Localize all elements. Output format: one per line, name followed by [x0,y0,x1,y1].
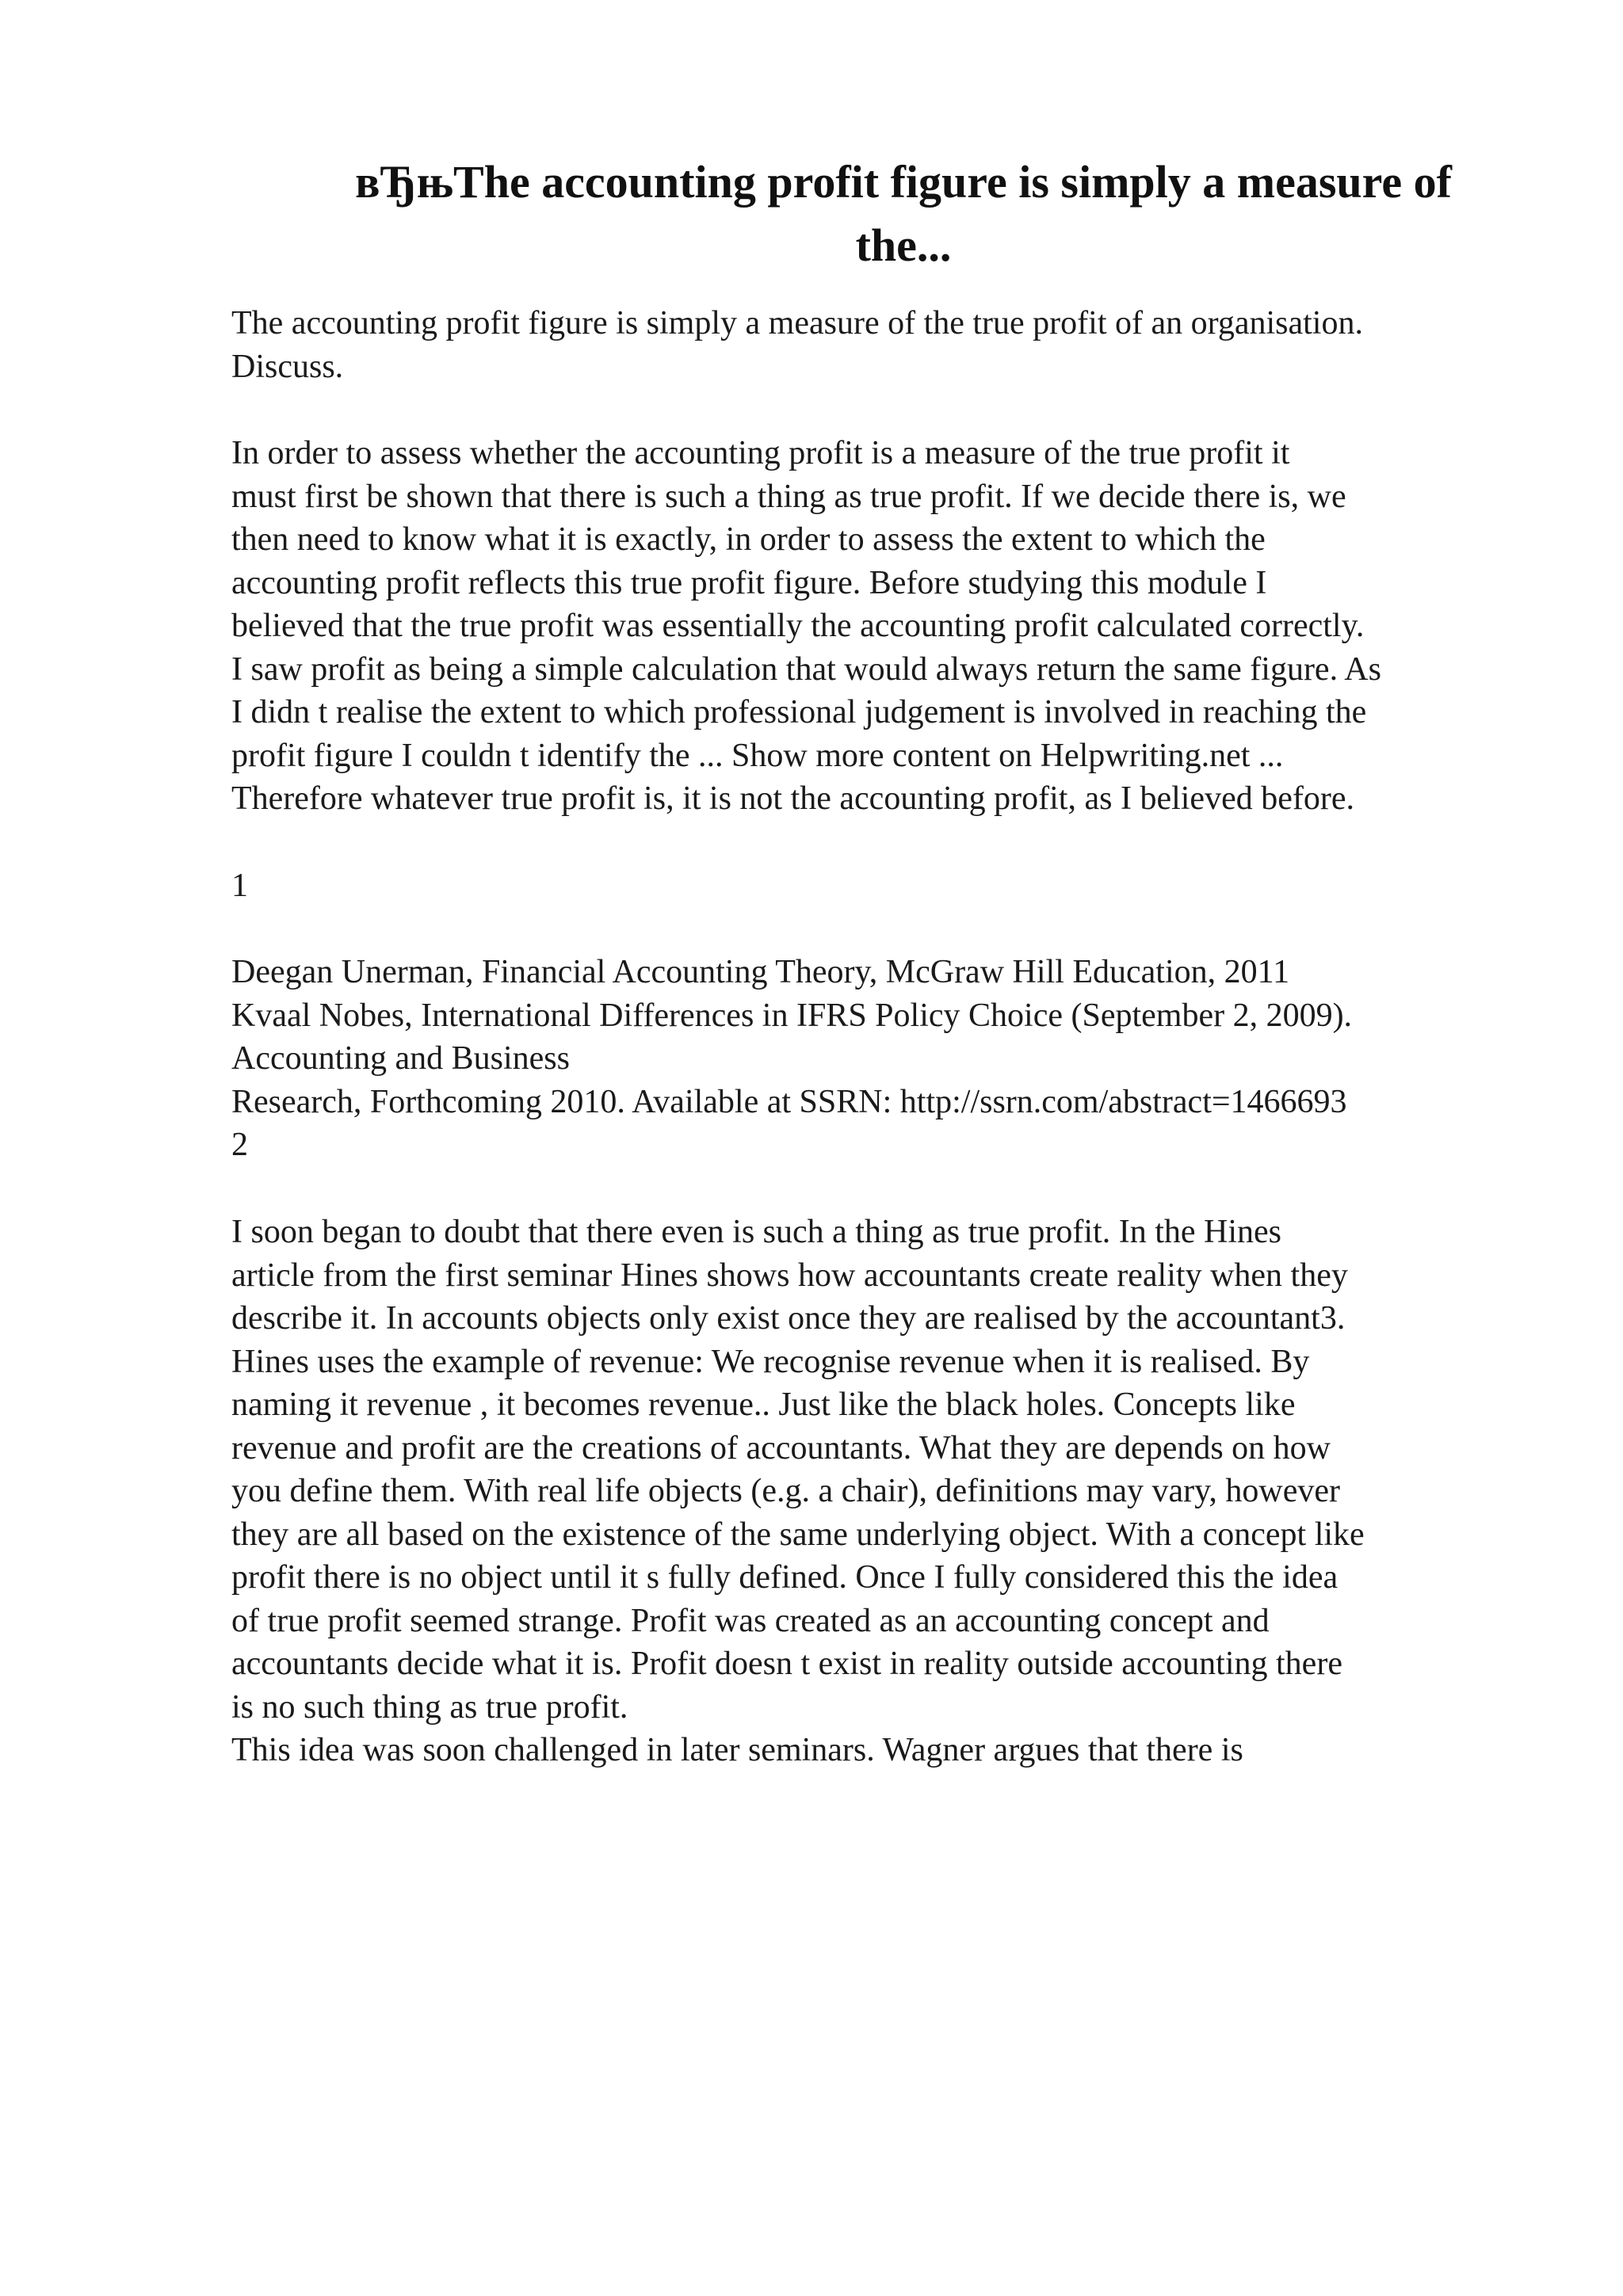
reference-line: Research, Forthcoming 2010. Available at SSRN: http://ssrn.com/abstract=1466693 [231,1083,1347,1120]
title-line: вЂњThe accounting profit figure is simply a measure of [355,156,1452,208]
text-line: article from the first seminar Hines shows how accountants create reality when they [231,1257,1348,1294]
text-line: I didn t realise the extent to which professional judgement is involved in reaching the [231,694,1367,730]
text-line: accounting profit reflects this true profit figure. Before studying this module I [231,564,1267,601]
footnote-number: 1 [231,868,248,904]
text-line: believed that the true profit was essentially the accounting profit calculated correctly. [231,608,1365,644]
text-line: Therefore whatever true profit is, it is not the accounting profit, as I believed before. [231,780,1354,817]
text-line: profit there is no object until it s fully defined. Once I fully considered this the idea [231,1559,1338,1596]
text-line: accountants decide what it is. Profit doesn t exist in reality outside accounting there [231,1646,1342,1682]
text-line: Discuss. [231,348,344,385]
references [231,951,1563,1167]
text-line: revenue and profit are the creations of accountants. What they are depends on how [231,1429,1331,1466]
text-line: you define them. With real life objects (e.g. a chair), definitions may vary, however [231,1473,1340,1509]
paragraph-2 [231,1211,1563,1772]
reference-line: Deegan Unerman, Financial Accounting Theory, McGraw Hill Education, 2011 [231,954,1290,990]
text-line: I saw profit as being a simple calculation that would always return the same figure. As [231,650,1381,688]
text-line: Hines uses the example of revenue: We recognise revenue when it is realised. By [231,1343,1310,1380]
text-line: This idea was soon challenged in later seminars. Wagner argues that there is [231,1732,1243,1768]
text-line: of true profit seemed strange. Profit was created as an accounting concept and [231,1602,1270,1639]
text-line: I soon began to doubt that there even is such a thing as true profit. In the Hines [231,1214,1282,1250]
text-line: must first be shown that there is such a thing as true profit. If we decide there is, we [231,478,1346,515]
footnote-number: 2 [231,1127,248,1163]
text-line: they are all based on the existence of the same underlying object. With a concept like [231,1516,1365,1553]
text-line: then need to know what it is exactly, in order to assess the extent to which the [231,521,1266,558]
text-line: In order to assess whether the accounting profit is a measure of the true profit it [231,435,1290,471]
text-line: naming it revenue , it becomes revenue.. Just like the black holes. Concepts like [231,1386,1296,1423]
text-line: describe it. In accounts objects only exist once they are realised by the accountant3. [231,1300,1346,1337]
reference-line: Accounting and Business [231,1040,570,1077]
text-line: The accounting profit figure is simply a measure of the true profit of an organisation. [231,305,1363,341]
footnote-marker [231,864,1563,908]
paragraph-1 [231,432,1563,821]
essay-prompt [231,302,1563,388]
reference-line: Kvaal Nobes, International Differences in IFRS Policy Choice (September 2, 2009). [231,997,1353,1034]
text-line: is no such thing as true profit. [231,1688,628,1726]
document-title [262,151,1545,277]
title-line: the... [855,219,952,271]
text-line: profit figure I couldn t identify the ... Show more content on Helpwriting.net ... [231,737,1284,774]
